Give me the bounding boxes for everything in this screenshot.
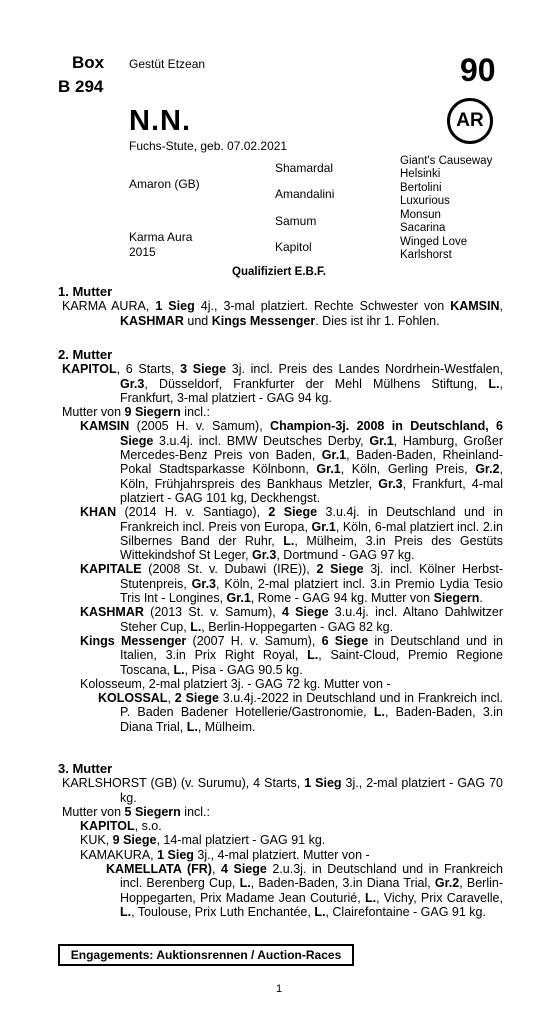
third-dam-text: KARLSHORST (GB) (v. Surumu), 4 Starts, 1 Sieg 3j., 2-mal platziert - GAG 70 kg. xyxy=(62,776,503,805)
pedigree-gen3: Winged Love xyxy=(400,236,468,248)
pedigree-gen3: Sacarina xyxy=(400,222,446,234)
page-number: 1 xyxy=(275,983,283,995)
offspring-entry: KAMELLATA (FR), 4 Siege 2.u.3j. in Deutschland und in Frankreich incl. Berenberg Cup, L., Baden-Baden, 3.in Diana Trial, Gr.2, Berlin-Hoppegarten, Prix Madame Jean Couturié, L., Vichy, Prix Caravelle, L., Toulouse, Prix Luth Enchantée, L., Clairefontaine - GAG 91 kg. xyxy=(106,862,503,919)
second-dam-heading: 2. Mutter xyxy=(58,347,113,362)
pedigree-sire: Amaron (GB) xyxy=(129,177,200,191)
lot-number: 90 xyxy=(460,52,496,88)
horse-description: Fuchs-Stute, geb. 07.02.2021 xyxy=(129,139,288,153)
second-dam-text: KAPITOL, 6 Starts, 3 Siege 3j. incl. Preis des Landes Nordrhein-Westfalen, Gr.3, Düsseldorf, Frankfurter der Mehl Mülhens Stiftung, L., Frankfurt, 3-mal platziert - GAG 94 kg. xyxy=(62,362,504,405)
offspring-entry: KASHMAR (2013 St. v. Samum), 4 Siege 3.u.4j. incl. Altano Dahlwitzer Steher Cup, L., Berlin-Hoppegarten - GAG 82 kg. xyxy=(80,605,503,634)
offspring-entry: KAPITALE (2008 St. v. Dubawi (IRE)), 2 Siege 3j. incl. Kölner Herbst-Stutenpreis, Gr.3, Köln, 2-mal platziert incl. 3.in Premio Lydia Tesio Tris Int - Longines, Gr.1, Rome - GAG 94 kg. Mutter von Siegern. xyxy=(80,562,504,606)
ar-badge: AR xyxy=(447,98,493,144)
pedigree-dam: Karma Aura xyxy=(129,230,193,244)
offspring-entry: KOLOSSAL, 2 Siege 3.u.4j.-2022 in Deutschland und in Frankreich incl. P. Baden Badener Hotellerie/Gastronomie, L., Baden-Baden, 3.in Diana Trial, L., Mülheim. xyxy=(98,691,503,734)
pedigree-gen3: Helsinki xyxy=(400,168,441,180)
pedigree-gen3: Karlshorst xyxy=(400,249,452,261)
offspring-intro: Mutter von 9 Siegern incl.: xyxy=(62,405,210,420)
first-dam-text: KARMA AURA, 1 Sieg 4j., 3-mal platziert. Rechte Schwester von KAMSIN, KASHMAR und Kings Messenger. Dies ist ihr 1. Fohlen. xyxy=(62,299,503,328)
pedigree-gen3: Giant's Causeway xyxy=(400,155,493,167)
pedigree-gen3: Luxurious xyxy=(400,195,450,207)
pedigree-dam-year: 2015 xyxy=(129,245,156,259)
pedigree-gen3: Monsun xyxy=(400,209,441,221)
second-dam-section xyxy=(58,348,503,734)
offspring-entry: KAMSIN (2005 H. v. Samum), Champion-3j. 2008 in Deutschland, 6 Siege 3.u.4j. incl. BMW Deutsches Derby, Gr.1, Hamburg, Großer Mercedes-Benz Preis von Baden, Gr.1, Baden-Baden, Rheinland-Pokal Stadtsparkasse Kölnbonn, Gr.1, Köln, Gerling Preis, Gr.2, Köln, Frühjahrspreis des Bankhaus Metzler, Gr.3, Frankfurt, 4-mal platziert - GAG 101 kg, Deckhengst. xyxy=(80,419,503,505)
offspring-entry: Kings Messenger (2007 H. v. Samum), 6 Siege in Deutschland und in Italien, 3.in Prix Right Royal, L., Saint-Cloud, Premio Regione Toscana, L., Pisa - GAG 90.5 kg. xyxy=(80,633,503,677)
pedigree-gen3: Bertolini xyxy=(400,182,442,194)
offspring-entry: KHAN (2014 H. v. Santiago), 2 Siege 3.u.4j. in Deutschland und in Frankreich incl. Preis von Europa, Gr.1, Köln, 6-mal platziert incl. 2.in Silbernes Band der Ruhr, L., Mülheim, 3.in Preis des Gestüts Wittekindshof St Leger, Gr.3, Dortmund - GAG 97 kg. xyxy=(80,505,504,563)
first-dam-section xyxy=(58,285,503,328)
third-dam-section xyxy=(58,762,503,919)
box-label: Box xyxy=(72,53,105,72)
qualification: Qualifiziert E.B.F. xyxy=(232,266,326,278)
third-dam-heading: 3. Mutter xyxy=(58,761,113,776)
first-dam-heading: 1. Mutter xyxy=(58,284,113,299)
pedigree-gen2: Amandalini xyxy=(275,187,335,201)
pedigree-gen2: Kapitol xyxy=(275,240,312,254)
breeder-name: Gestüt Etzean xyxy=(129,57,206,71)
engagements-box: Engagements: Auktionsrennen / Auction-Races xyxy=(58,944,354,966)
pedigree-gen2: Shamardal xyxy=(275,161,334,175)
horse-name: N.N. xyxy=(129,105,191,137)
box-number: B 294 xyxy=(58,77,104,96)
offspring-entry: KUK, 9 Siege, 14-mal platziert - GAG 91 kg. xyxy=(80,833,326,848)
offspring-entry: KAMAKURA, 1 Sieg 3j., 4-mal platziert. Mutter von - xyxy=(80,847,370,862)
offspring-entry: KAPITOL, s.o. xyxy=(80,819,162,834)
offspring-entry: Kolosseum, 2-mal platziert 3j. - GAG 72 kg. Mutter von - xyxy=(80,676,391,691)
offspring-intro: Mutter von 5 Siegern incl.: xyxy=(62,804,210,819)
pedigree-gen2: Samum xyxy=(275,214,317,228)
